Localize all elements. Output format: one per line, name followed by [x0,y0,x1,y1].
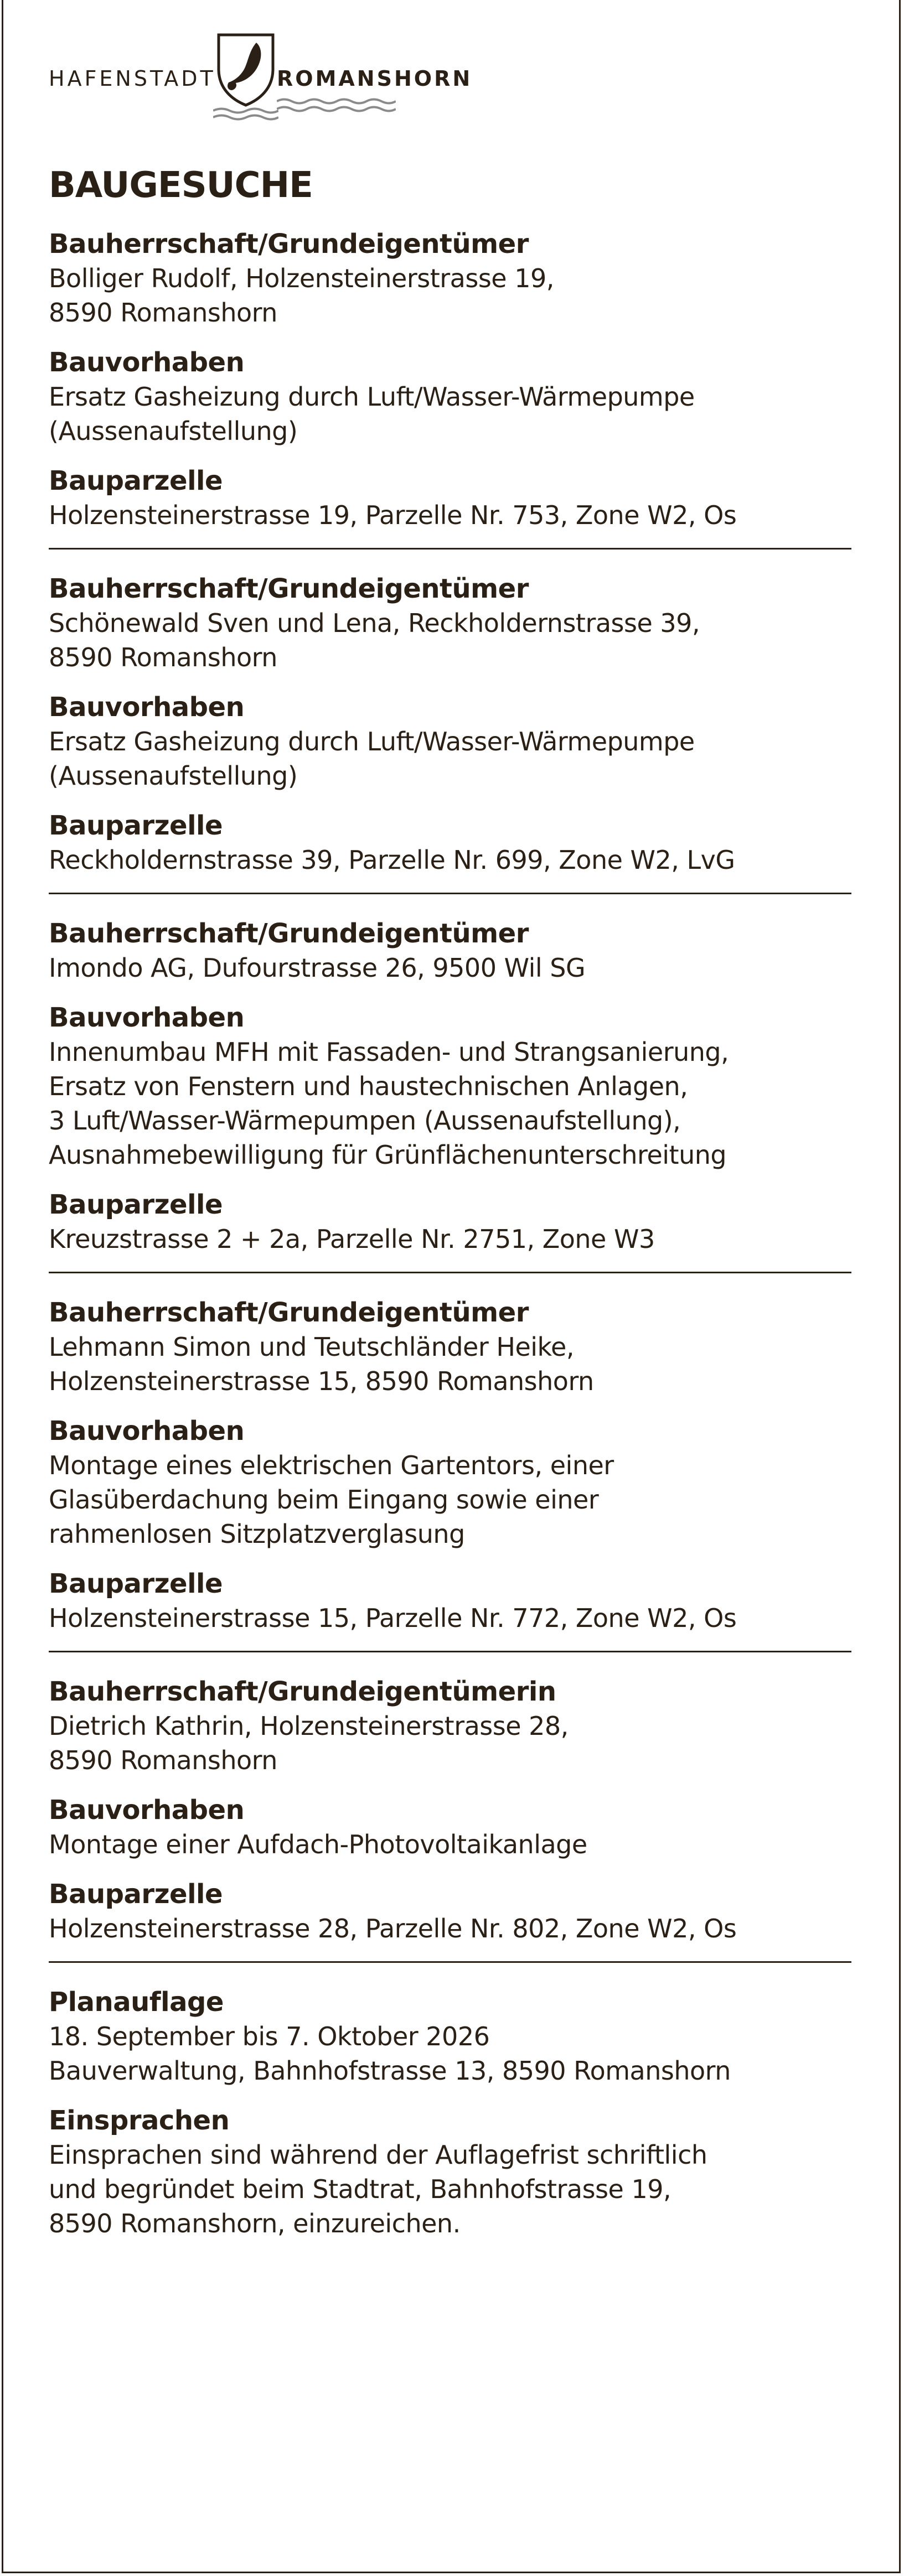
owner-section [49,227,851,330]
owner-section [49,1675,851,1777]
owner-text: Lehmann Simon und Teutschländer Heike, Holzensteinerstrasse 15, 8590 Romanshorn [49,1332,594,1397]
project-section [49,1414,851,1551]
project-section [49,345,851,448]
owner-section [49,572,851,675]
owner-label: Bauherrschaft/Grundeigentümer [49,229,529,260]
parcel-text: Reckholdernstrasse 39, Parzelle Nr. 699, Zone W2, LvG [49,845,735,875]
parcel-section [49,1188,851,1256]
divider [49,1961,851,1963]
owner-section [49,1295,851,1398]
project-text: Innenumbau MFH mit Fassaden- und Strangsanierung, Ersatz von Fenstern und haustechnischen Anlagen, 3 Luft/Wasser-Wärmepumpen (Aussenaufstellung), Ausnahmebewilligung für Grünflächenunterschreitung [49,1037,729,1170]
brand-name-right: ROMANSHORN [277,66,473,91]
application-entry [49,916,851,1256]
owner-label: Bauherrschaft/Grundeigentümer [49,1297,529,1329]
parcel-section [49,464,851,532]
divider [49,1272,851,1273]
project-label: Bauvorhaben [49,1002,245,1034]
divider [49,1651,851,1652]
einsprachen-label: Einsprachen [49,2105,230,2137]
parcel-text: Kreuzstrasse 2 + 2a, Parzelle Nr. 2751, Zone W3 [49,1224,655,1255]
project-section [49,690,851,793]
parcel-label: Bauparzelle [49,1189,223,1221]
town-crest-logo [213,30,278,122]
application-entry [49,572,851,877]
application-entry [49,227,851,532]
project-label: Bauvorhaben [49,347,245,379]
parcel-label: Bauparzelle [49,465,223,497]
planauflage-section [49,1985,851,2088]
brand-name-left: HAFENSTADT [49,66,216,91]
project-text: Ersatz Gasheizung durch Luft/Wasser-Wärmepumpe (Aussenaufstellung) [49,727,695,791]
project-text: Ersatz Gasheizung durch Luft/Wasser-Wärmepumpe (Aussenaufstellung) [49,382,695,447]
application-entry [49,1675,851,1946]
owner-text: Imondo AG, Dufourstrasse 26, 9500 Wil SG [49,953,586,983]
owner-label: Bauherrschaft/Grundeigentümer [49,573,529,605]
einsprachen-section [49,2103,851,2241]
project-label: Bauvorhaben [49,692,245,723]
project-section [49,1001,851,1172]
parcel-section [49,1567,851,1635]
einsprachen-text: Einsprachen sind während der Auflagefrist schriftlich und begründet beim Stadtrat, Bahnhofstrasse 19, 8590 Romanshorn, einzureichen. [49,2140,707,2239]
parcel-text: Holzensteinerstrasse 19, Parzelle Nr. 753, Zone W2, Os [49,500,737,531]
parcel-text: Holzensteinerstrasse 15, Parzelle Nr. 772, Zone W2, Os [49,1603,737,1634]
parcel-text: Holzensteinerstrasse 28, Parzelle Nr. 802, Zone W2, Os [49,1914,737,1944]
parcel-label: Bauparzelle [49,1568,223,1600]
project-label: Bauvorhaben [49,1416,245,1447]
project-section [49,1793,851,1862]
owner-text: Dietrich Kathrin, Holzensteinerstrasse 28, 8590 Romanshorn [49,1711,569,1776]
header [0,30,904,125]
owner-text: Schönewald Sven und Lena, Reckholdernstrasse 39, 8590 Romanshorn [49,608,700,673]
divider [49,893,851,894]
divider [49,548,851,550]
project-text: Montage eines elektrischen Gartentors, einer Glasüberdachung beim Eingang sowie einer rahmenlosen Sitzplatzverglasung [49,1450,614,1549]
parcel-section [49,808,851,877]
parcel-label: Bauparzelle [49,810,223,842]
owner-label: Bauherrschaft/Grundeigentümerin [49,1676,556,1708]
owner-section [49,916,851,985]
parcel-label: Bauparzelle [49,1879,223,1910]
planauflage-text: 18. September bis 7. Oktober 2026 Bauverwaltung, Bahnhofstrasse 13, 8590 Romanshorn [49,2022,731,2086]
project-label: Bauvorhaben [49,1795,245,1826]
owner-label: Bauherrschaft/Grundeigentümer [49,918,529,950]
application-entry [49,1295,851,1635]
planauflage-label: Planauflage [49,1987,224,2018]
waves-decoration [277,96,396,123]
owner-text: Bolliger Rudolf, Holzensteinerstrasse 19, 8590 Romanshorn [49,263,554,328]
notice-content [49,166,851,2256]
project-text: Montage einer Aufdach-Photovoltaikanlage [49,1829,587,1860]
page-title: BAUGESUCHE [49,165,313,206]
parcel-section [49,1877,851,1946]
